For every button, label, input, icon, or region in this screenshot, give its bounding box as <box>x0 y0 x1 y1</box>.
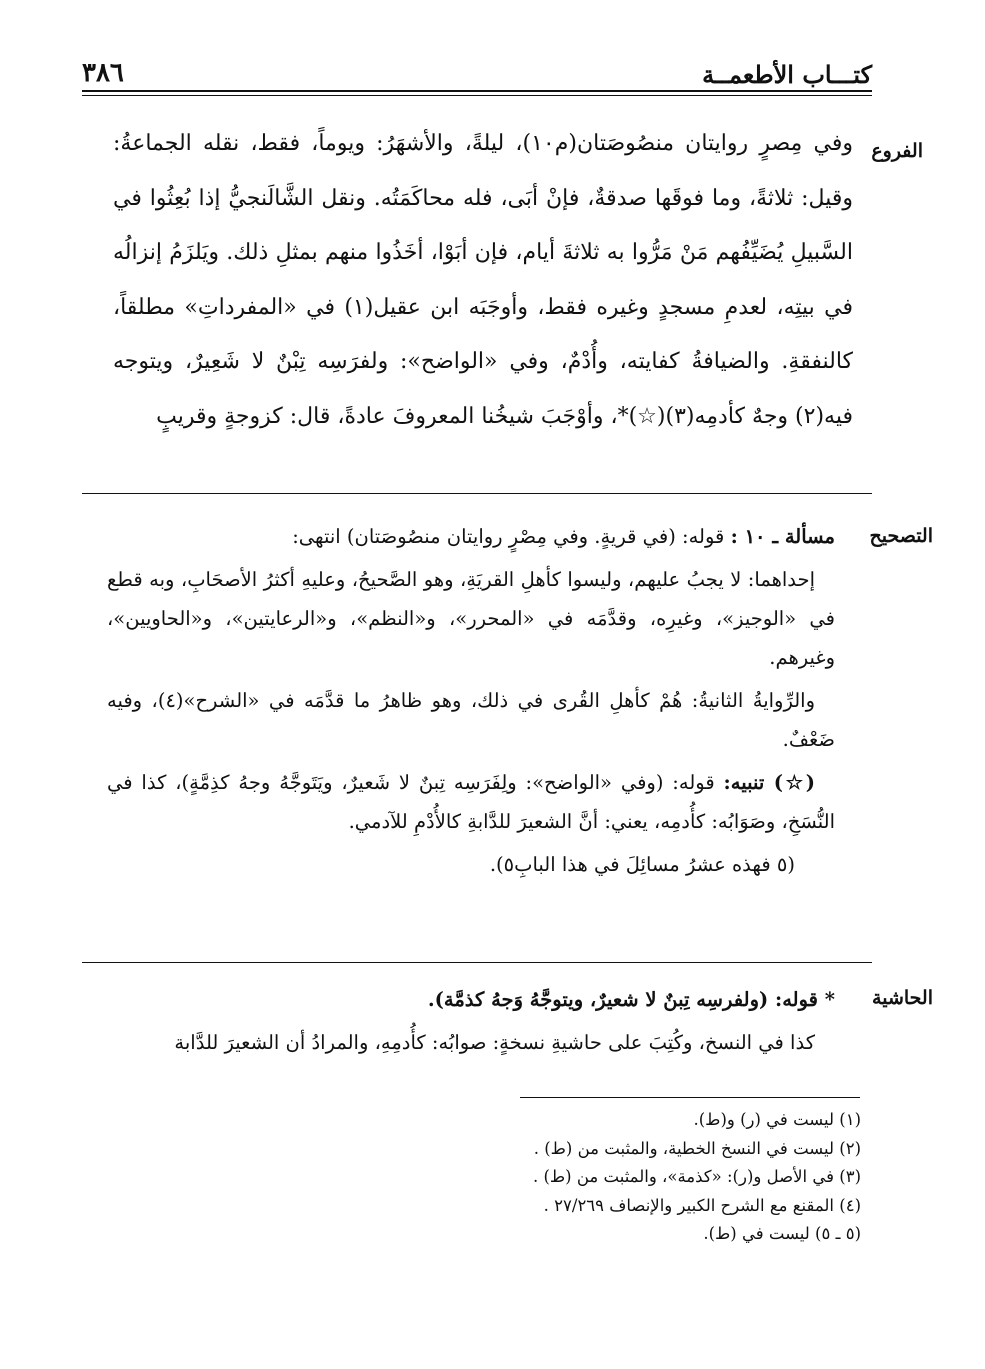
section-label-furu: الفروع <box>871 140 923 162</box>
tashih-closing: (٥ فهذه عشرُ مسائِلَ في هذا البابِ٥). <box>489 853 795 876</box>
footnotes-list <box>381 1106 861 1249</box>
masala-heading <box>107 517 835 556</box>
tashih-paragraph-1: إحداهما: لا يجبُ عليهم، وليسوا كأهلِ القريَةِ، وهو الصَّحيحُ، وعليهِ أكثرُ الأصحَابِ، وبه قطع في «الوجيز»، وغيرِه، وقدَّمَه في «المحرر»، و«النظم»، و«الرعايتين»، و«الحاويين»، وغيرهم. <box>107 568 835 669</box>
hashiya-body <box>107 980 835 1062</box>
section-divider-1 <box>82 493 872 494</box>
footnote-5: (٥ ـ ٥) ليست في (ط). <box>703 1224 861 1244</box>
section-label-hashiya: الحاشية <box>872 987 933 1009</box>
hashiya-line-1: * قوله: (ولفرسِه تِبنٌ لا شعيرٌ، ويتوجَّهُ وَجهُ كذمَّة). <box>427 988 835 1011</box>
footnote-2: (٢) ليست في النسخ الخطية، والمثبت من (ط) . <box>533 1138 861 1158</box>
furu-section <box>113 117 853 444</box>
header-rule-top <box>82 90 872 92</box>
masala-text: قوله: (في قريةٍ. وفي مِصْرٍ روايتان منصُوصَتان) انتهى: <box>292 525 731 548</box>
tashih-section <box>107 517 835 888</box>
footnote-1: (١) ليست في (ر) و(ط). <box>693 1110 861 1129</box>
section-divider-2 <box>82 962 872 963</box>
tanbih-paragraph <box>107 763 835 841</box>
section-label-tashih: التصحيح <box>869 525 933 547</box>
hashiya-section <box>107 980 835 1066</box>
footnote-3: (٣) في الأصل و(ر): «كذمة»، والمثبت من (ط) . <box>533 1167 861 1187</box>
footnote-rule <box>520 1097 860 1098</box>
header-rule-bottom <box>82 95 872 96</box>
running-title: كتـــاب الأطعمــة <box>702 60 872 89</box>
page-number: ٣٨٦ <box>82 58 124 88</box>
hashiya-line-2: كذا في النسخ، وكُتِبَ على حاشيةِ نسخةٍ: صوابُه: كأُدمِهِ، والمرادُ أن الشعيرَ للدَّابة <box>174 1031 815 1054</box>
furu-text: وفي مِصرٍ روايتان منصُوصَتان(م١٠)، ليلةً، والأشهَرُ: ويوماً، فقط، نقله الجماعةُ: وقيل: ثلاثةً، وما فوقَها صدقةٌ، فإنْ أبَى، فله محاكَمَتُه. ونقل الشَّالَنجيُّ إذا بُعِثُوا في السَّبيلِ يُضَيِّفُهم مَنْ مَرُّوا به ثلاثةَ أيام، فإن أبَوْا، أخَذُوا منهم بمثلِ ذلك. ويَلزَمُ إنزالُه في بيتِه، لعدمِ مسجدٍ وغيره فقط، وأوجَبَه ابن عقيل(١) في «المفرداتِ» مطلقاً، كالنفقةِ. والضيافةُ كفايته، وأُدْمٌ، وفي «الواضح»: ولفرَسِه تِبْنٌ لا شَعِيرٌ، ويتوجه فيه(٢) وجهٌ كأدمِه(٣)(☆)*، وأوْجَبَ شيخُنا المعروفَ عادةً، قال: كزوجةٍ وقريبٍ <box>113 131 853 429</box>
tashih-body <box>107 517 835 884</box>
page-header <box>82 52 872 92</box>
footnote-4: (٤) المقنع مع الشرح الكبير والإنصاف ٢٧/٢٦٩ . <box>543 1195 861 1215</box>
tashih-paragraph-2: والرِّوايةُ الثانيةُ: هُمْ كأهلِ القُرى في ذلك، وهو ظاهرُ ما قدَّمَه في «الشرح»(٤)، وفيه ضَعْفٌ. <box>107 689 835 751</box>
tanbih-label: (☆) تنبيه: <box>723 771 815 794</box>
tanbih-text: قوله: (وفي «الواضح»: ولِفَرَسِه تِبنٌ لا شَعيرٌ، ويَتَوجَّهُ وجهُ كذِمَّةٍ)، كذا في النُّسَخِ، وصَوَابُه: كأُدمِه، يعني: أنَّ الشعيرَ للدَّابةِ كالأُدْمِ للآدمي. <box>107 771 835 833</box>
masala-label: مسألة ـ ١٠ : <box>730 525 835 548</box>
